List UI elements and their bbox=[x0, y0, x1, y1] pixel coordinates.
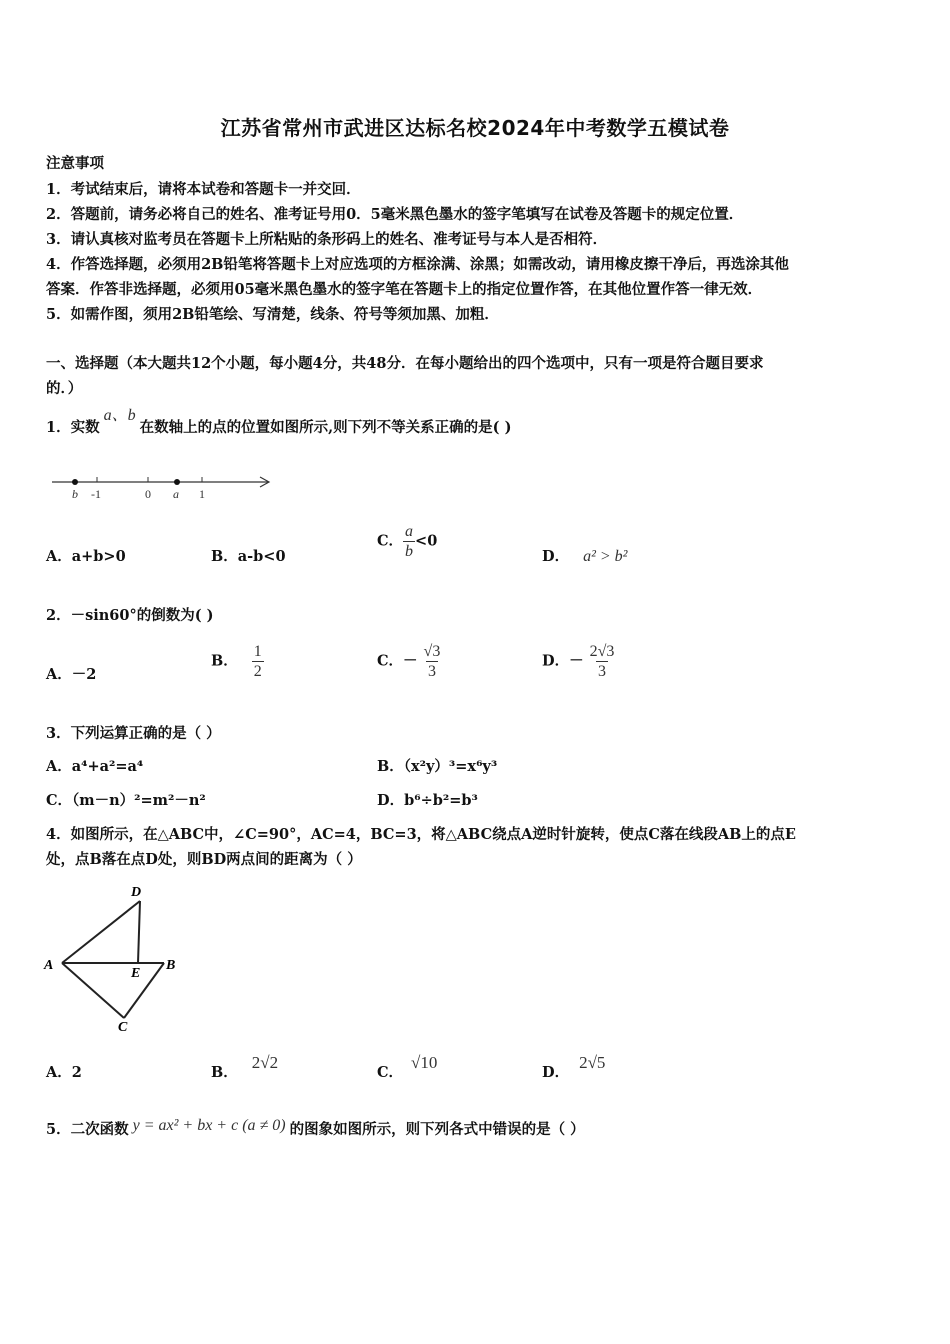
label-a: a bbox=[173, 487, 179, 501]
segment-ad bbox=[62, 901, 140, 963]
question-2-stem: 2．－sin60°的倒数为( ) bbox=[46, 607, 214, 624]
label-b: B bbox=[166, 958, 176, 973]
question-5-stem: 5．二次函数 y = ax² + bx + c (a ≠ 0) 的图象如图所示，则下列各式中错误的是（ ） bbox=[46, 1117, 585, 1138]
q4-option-d[interactable]: D．2√5 bbox=[542, 1053, 606, 1081]
label-0: 0 bbox=[145, 487, 151, 501]
note-item: 5．如需作图，须用2B铅笔绘、写清楚，线条、符号等须加黑、加粗． bbox=[46, 306, 499, 323]
note-item: 4．作答选择题，必须用2B铅笔将答题卡上对应选项的方框涂满、涂黑；如需改动，请用橡皮擦干净后，再选涂其他 bbox=[46, 256, 789, 273]
q1-option-b[interactable]: B．a-b<0 bbox=[211, 548, 286, 565]
segment-cb bbox=[124, 963, 164, 1018]
label-e: E bbox=[131, 966, 141, 981]
section-heading-cont: 的．） bbox=[46, 380, 83, 397]
label-c: C bbox=[118, 1020, 128, 1035]
note-item: 2．答题前，请务必将自己的姓名、准考证号用0．5毫米黑色墨水的签字笔填写在试卷及答题卡的规定位置． bbox=[46, 206, 744, 223]
number-line-figure bbox=[48, 470, 278, 504]
q2-option-b[interactable]: B． $\frac{1}{2}$ bbox=[211, 643, 262, 681]
segment-ac bbox=[62, 963, 124, 1018]
note-item: 3．请认真核对监考员在答题卡上所粘贴的条形码上的姓名、准考证号与本人是否相符． bbox=[46, 231, 608, 248]
page-title: 江苏省常州市武进区达标名校2024年中考数学五模试卷 bbox=[220, 116, 730, 140]
label-b: b bbox=[72, 487, 78, 501]
point-b bbox=[72, 479, 78, 485]
question-3-stem: 3．下列运算正确的是（ ） bbox=[46, 725, 221, 742]
q5-formula: y = ax² + bx + c (a ≠ 0) bbox=[132, 1117, 286, 1134]
q1-option-d[interactable]: D． a² > b² bbox=[542, 548, 628, 565]
note-item: 答案．作答非选择题，必须用05毫米黑色墨水的签字笔在答题卡上的指定位置作答，在其他位置作答一律无效． bbox=[46, 281, 763, 298]
label-d: D bbox=[131, 885, 142, 900]
question-4-stem-cont: 处，点B落在点D处，则BD两点间的距离为（ ） bbox=[46, 851, 362, 868]
question-4-stem: 4．如图所示，在△ABC中，∠C=90°，AC=4，BC=3，将△ABC绕点A逆时针旋转，使点C落在线段AB上的点E bbox=[46, 826, 796, 843]
q1-option-a[interactable]: A．a+b>0 bbox=[46, 548, 126, 565]
q2-option-c[interactable]: C．－ $\frac{√3}{3}$ bbox=[377, 643, 441, 681]
q3-option-a[interactable]: A．a⁴+a²=a⁴ bbox=[46, 758, 144, 775]
q1-vars: a、b bbox=[103, 407, 136, 424]
point-a bbox=[174, 479, 180, 485]
q4-option-c[interactable]: C．√10 bbox=[377, 1053, 438, 1081]
label-1: 1 bbox=[199, 487, 205, 501]
label-minus-1: -1 bbox=[91, 487, 101, 501]
q3-option-b[interactable]: B．（x²y）³=x⁶y³ bbox=[377, 758, 498, 775]
q2-option-a[interactable]: A．－2 bbox=[46, 666, 97, 683]
q4-option-b[interactable]: B．2√2 bbox=[211, 1053, 279, 1081]
label-a: A bbox=[44, 958, 54, 973]
q3-option-d[interactable]: D．b⁶÷b²=b³ bbox=[377, 792, 478, 809]
q1-option-c[interactable]: C． $\frac{a}{b}$ <0 bbox=[377, 523, 438, 561]
q3-option-c[interactable]: C．（m－n）²=m²－n² bbox=[46, 792, 206, 809]
section-heading: 一、选择题（本大题共12个小题，每小题4分，共48分．在每小题给出的四个选项中，只有一项是符合题目要求 bbox=[46, 355, 764, 372]
notes-heading: 注意事项 bbox=[46, 155, 104, 172]
q4-option-a[interactable]: A．2 bbox=[46, 1064, 82, 1081]
triangle-figure bbox=[40, 878, 190, 1038]
segment-de bbox=[138, 901, 140, 963]
note-item: 1．考试结束后，请将本试卷和答题卡一并交回． bbox=[46, 181, 361, 198]
question-1-stem: 1．实数a、b在数轴上的点的位置如图所示,则下列不等关系正确的是( ) bbox=[46, 407, 512, 436]
q2-option-d[interactable]: D．－ $\frac{2√3}{3}$ bbox=[542, 643, 615, 681]
